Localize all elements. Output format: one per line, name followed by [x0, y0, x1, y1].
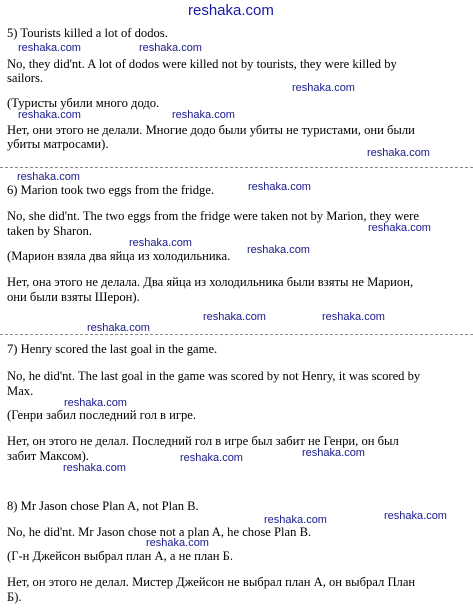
answer-6-line-1: No, she did'nt. The two eggs from the fridge were taken not by Marion, they were — [7, 209, 419, 223]
translation-6-line-2: Нет, она этого не делала. Два яйца из холодильника были взяты не Марион, — [7, 275, 414, 289]
translation-6-line-3: они были взяты Шерон). — [7, 290, 140, 304]
translation-7-line-1: (Генри забил последний гол в игре. — [7, 408, 197, 422]
watermark: reshaka.com — [63, 462, 126, 474]
answer-5-line-1: No, they did'nt. A lot of dodos were killed not by tourists, they were killed by — [7, 57, 397, 71]
watermark: reshaka.com — [180, 452, 243, 464]
answer-8-line-1: No, he did'nt. Mr Jason chose not a plan A, he chose Plan B. — [7, 525, 312, 539]
question-5: 5) Tourists killed a lot of dodos. — [7, 26, 168, 40]
translation-7-line-3: забит Максом). — [7, 449, 89, 463]
section-divider — [0, 334, 473, 335]
question-8: 8) Mr Jason chose Plan A, not Plan B. — [7, 499, 199, 513]
header-watermark: reshaka.com — [188, 2, 274, 19]
watermark: reshaka.com — [384, 510, 447, 522]
translation-7-line-2: Нет, он этого не делал. Последний гол в игре был забит не Генри, он был — [7, 434, 399, 448]
watermark: reshaka.com — [18, 109, 81, 121]
translation-5-line-2: Нет, они этого не делали. Многие додо были убиты не туристами, они были — [7, 123, 415, 137]
watermark: reshaka.com — [64, 397, 127, 409]
answer-6-line-2: taken by Sharon. — [7, 224, 92, 238]
watermark: reshaka.com — [264, 514, 327, 526]
translation-6-line-1: (Марион взяла два яйца из холодильника. — [7, 249, 231, 263]
watermark: reshaka.com — [18, 42, 81, 54]
answer-5-line-2: sailors. — [7, 71, 44, 85]
translation-5-line-1: (Туристы убили много додо. — [7, 96, 160, 110]
watermark: reshaka.com — [139, 42, 202, 54]
translation-8-line-3: Б). — [7, 590, 22, 604]
question-7: 7) Henry scored the last goal in the game. — [7, 342, 218, 356]
watermark: reshaka.com — [87, 322, 150, 334]
section-divider — [0, 167, 473, 168]
watermark: reshaka.com — [203, 311, 266, 323]
watermark: reshaka.com — [368, 222, 431, 234]
watermark: reshaka.com — [322, 311, 385, 323]
watermark: reshaka.com — [17, 171, 80, 183]
watermark: reshaka.com — [248, 181, 311, 193]
answer-7-line-2: Max. — [7, 384, 34, 398]
watermark: reshaka.com — [247, 244, 310, 256]
translation-8-line-1: (Г-н Джейсон выбрал план А, а не план Б. — [7, 549, 234, 563]
answer-7-line-1: No, he did'nt. The last goal in the game was scored by not Henry, it was scored by — [7, 369, 421, 383]
watermark: reshaka.com — [172, 109, 235, 121]
question-6: 6) Marion took two eggs from the fridge. — [7, 183, 215, 197]
watermark: reshaka.com — [292, 82, 355, 94]
watermark: reshaka.com — [129, 237, 192, 249]
watermark: reshaka.com — [302, 447, 365, 459]
translation-8-line-2: Нет, он этого не делал. Мистер Джейсон не выбрал план А, он выбрал План — [7, 575, 416, 589]
translation-5-line-3: убиты матросами). — [7, 137, 109, 151]
watermark: reshaka.com — [146, 537, 209, 549]
watermark: reshaka.com — [367, 147, 430, 159]
